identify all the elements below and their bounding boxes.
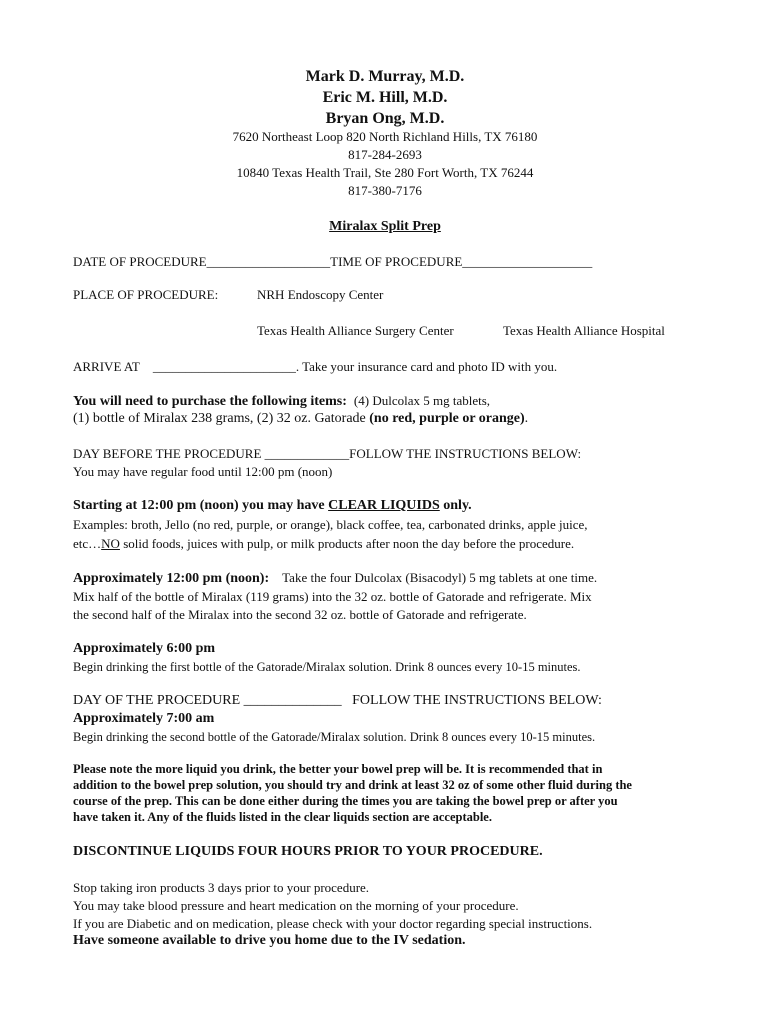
address-line-1: 7620 Northeast Loop 820 North Richland Hills, TX 76180 — [232, 129, 538, 144]
discontinue-warning: DISCONTINUE LIQUIDS FOUR HOURS PRIOR TO YOUR PROCEDURE. — [73, 844, 543, 859]
day-of-heading: DAY OF THE PROCEDURE ______________ FOLLOW THE INSTRUCTIONS BELOW: — [73, 693, 602, 708]
final-line-driver: Have someone available to drive you home due to the IV sedation. — [73, 933, 466, 948]
clear-liquids-restrictions: etc…NO solid foods, juices with pulp, or milk products after noon the day before the procedure. — [73, 536, 575, 551]
noon-dulcolax: Take the four Dulcolax (Bisacodyl) 5 mg tablets at one time. — [282, 570, 598, 585]
day-before-text: You may have regular food until 12:00 pm (noon) — [73, 464, 333, 479]
doctor-name-3: Bryan Ong, M.D. — [325, 110, 445, 127]
seven-am-heading: Approximately 7:00 am — [73, 711, 215, 726]
final-line-iron: Stop taking iron products 3 days prior to your procedure. — [73, 880, 370, 895]
doctor-name-2: Eric M. Hill, M.D. — [322, 89, 448, 106]
purchase-dulcolax: (4) Dulcolax 5 mg tablets, — [353, 393, 491, 408]
six-pm-heading: Approximately 6:00 pm — [73, 641, 216, 656]
clear-liquids-term: CLEAR LIQUIDS — [328, 498, 440, 513]
clear-liquids-heading: Starting at 12:00 pm (noon) you may have CLEAR LIQUIDS only. — [73, 498, 472, 513]
purchase-color-warning: (no red, purple or orange) — [369, 411, 525, 426]
place-option-surgery-center: Texas Health Alliance Surgery Center — [257, 323, 454, 338]
noon-heading: Approximately 12:00 pm (noon): — [73, 571, 270, 586]
day-of-blank: ______________ — [243, 693, 342, 708]
place-label: PLACE OF PROCEDURE: — [73, 287, 219, 302]
document-title: Miralax Split Prep — [329, 219, 441, 234]
doctor-name-1: Mark D. Murray, M.D. — [305, 68, 465, 85]
purchase-items: (1) bottle of Miralax 238 grams, (2) 32 oz. Gatorade — [73, 411, 370, 426]
purchase-heading: You will need to purchase the following items: — [73, 394, 347, 409]
purchase-line-1 — [73, 393, 490, 410]
arrive-line — [73, 359, 557, 375]
phone-line-2: 817-380-7176 — [348, 183, 422, 198]
phone-line-1: 817-284-2693 — [348, 147, 422, 162]
final-line-diabetic: If you are Diabetic and on medication, please check with your doctor regarding special instructions. — [73, 916, 593, 931]
six-pm-text: Begin drinking the first bottle of the Gatorade/Miralax solution. Drink 8 ounces every 10-15 minutes. — [73, 660, 581, 674]
arrive-label: ARRIVE AT — [73, 359, 140, 374]
noon-line-3: the second half of the Miralax into the second 32 oz. bottle of Gatorade and refrigerate. — [73, 607, 527, 622]
no-emphasis: NO — [101, 536, 120, 551]
arrive-text: . Take your insurance card and photo ID with you. — [295, 359, 558, 374]
place-option-nrh: NRH Endoscopy Center — [257, 287, 384, 302]
place-option-hospital: Texas Health Alliance Hospital — [503, 323, 665, 338]
purchase-line-2: (1) bottle of Miralax 238 grams, (2) 32 oz. Gatorade (no red, purple or orange). — [73, 411, 529, 426]
address-line-2: 10840 Texas Health Trail, Ste 280 Fort Worth, TX 76244 — [236, 165, 534, 180]
note-line-4: have taken it. Any of the fluids listed in the clear liquids section are acceptable. — [73, 810, 492, 824]
date-time-line: DATE OF PROCEDURE___________________TIME OF PROCEDURE____________________ — [73, 254, 593, 269]
arrive-blank: ______________________ — [152, 359, 296, 374]
final-line-medication: You may take blood pressure and heart medication on the morning of your procedure. — [73, 898, 519, 913]
clear-liquids-examples: Examples: broth, Jello (no red, purple, or orange), black coffee, tea, carbonated drinks, apple juice, — [73, 517, 588, 532]
seven-am-text: Begin drinking the second bottle of the Gatorade/Miralax solution. Drink 8 ounces every 10-15 minutes. — [73, 730, 596, 744]
note-line-3: course of the prep. This can be done either during the times you are taking the bowel prep or after you — [73, 794, 618, 808]
note-line-2: addition to the bowel prep solution, you should try and drink at least 32 oz of some other fluid during the — [73, 778, 632, 792]
noon-line-1 — [73, 570, 597, 587]
note-line-1: Please note the more liquid you drink, the better your bowel prep will be. It is recommended that in — [73, 762, 603, 776]
day-before-heading: DAY BEFORE THE PROCEDURE _____________FOLLOW THE INSTRUCTIONS BELOW: — [73, 446, 582, 461]
noon-line-2: Mix half of the bottle of Miralax (119 grams) into the 32 oz. bottle of Gatorade and refrigerate. Mix — [73, 589, 592, 604]
